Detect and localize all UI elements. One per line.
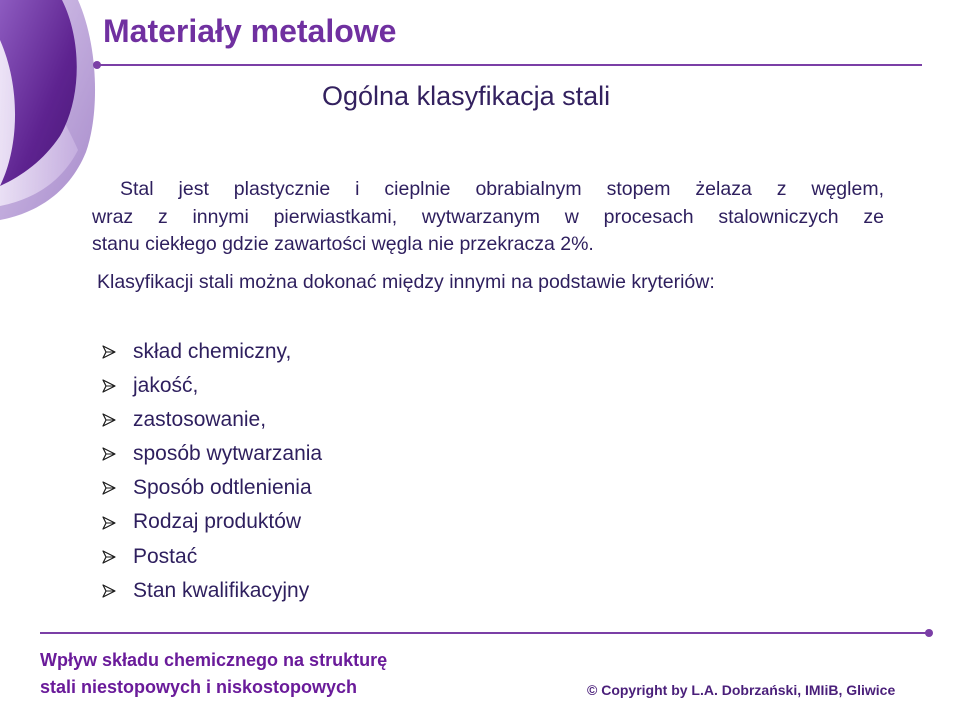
paragraph-line: Stal jest plastycznie i cieplnie obrabialnym stopem żelaza z węglem,	[120, 178, 884, 200]
footer-divider	[40, 632, 928, 634]
arrowhead-bullet-icon	[102, 379, 116, 393]
criteria-intro: Klasyfikacji stali można dokonać między innymi na podstawie kryteriów:	[97, 271, 715, 293]
paragraph-line: stanu ciekłego gdzie zawartości węgla nie przekracza 2%.	[92, 233, 594, 255]
footer-course-title	[40, 647, 387, 701]
list-item	[102, 540, 322, 574]
copyright-notice: © Copyright by L.A. Dobrzański, IMIiB, Gliwice	[587, 682, 896, 698]
list-item	[102, 505, 322, 539]
arrowhead-bullet-icon	[102, 447, 116, 461]
list-item	[102, 471, 322, 505]
slide-subtitle: Ogólna klasyfikacja stali	[322, 81, 611, 111]
arrowhead-bullet-icon	[102, 345, 116, 359]
criteria-item-label: Sposób odtlenienia	[133, 476, 312, 500]
paragraph-line: wraz z innymi pierwiastkami, wytwarzanym w procesach stalowniczych ze	[92, 205, 884, 228]
footer-rule-dot	[925, 629, 933, 637]
arrowhead-bullet-icon	[102, 413, 116, 427]
slide-title: Materiały metalowe	[103, 13, 397, 49]
list-item	[102, 335, 322, 369]
footer-line: Wpływ składu chemicznego na strukturę	[40, 650, 388, 670]
list-item	[102, 369, 322, 403]
criteria-list	[102, 335, 322, 608]
list-item	[102, 574, 322, 608]
criteria-item-label: skład chemiczny,	[133, 340, 292, 363]
criteria-item-label: zastosowanie,	[133, 408, 267, 432]
criteria-item-label: Stan kwalifikacyjny	[133, 578, 310, 602]
title-divider	[97, 64, 922, 66]
list-item	[102, 403, 322, 437]
criteria-item-label: sposób wytwarzania	[133, 442, 323, 466]
footer-line: stali niestopowych i niskostopowych	[40, 677, 358, 697]
definition-paragraph	[0, 176, 960, 259]
criteria-item-label: jakość,	[133, 374, 199, 398]
list-item	[102, 437, 322, 471]
arrowhead-bullet-icon	[102, 550, 116, 564]
criteria-item-label: Postać	[133, 544, 198, 568]
criteria-item-label: Rodzaj produktów	[133, 510, 302, 534]
arrowhead-bullet-icon	[102, 516, 116, 530]
arrowhead-bullet-icon	[102, 584, 116, 598]
arrowhead-bullet-icon	[102, 481, 116, 495]
